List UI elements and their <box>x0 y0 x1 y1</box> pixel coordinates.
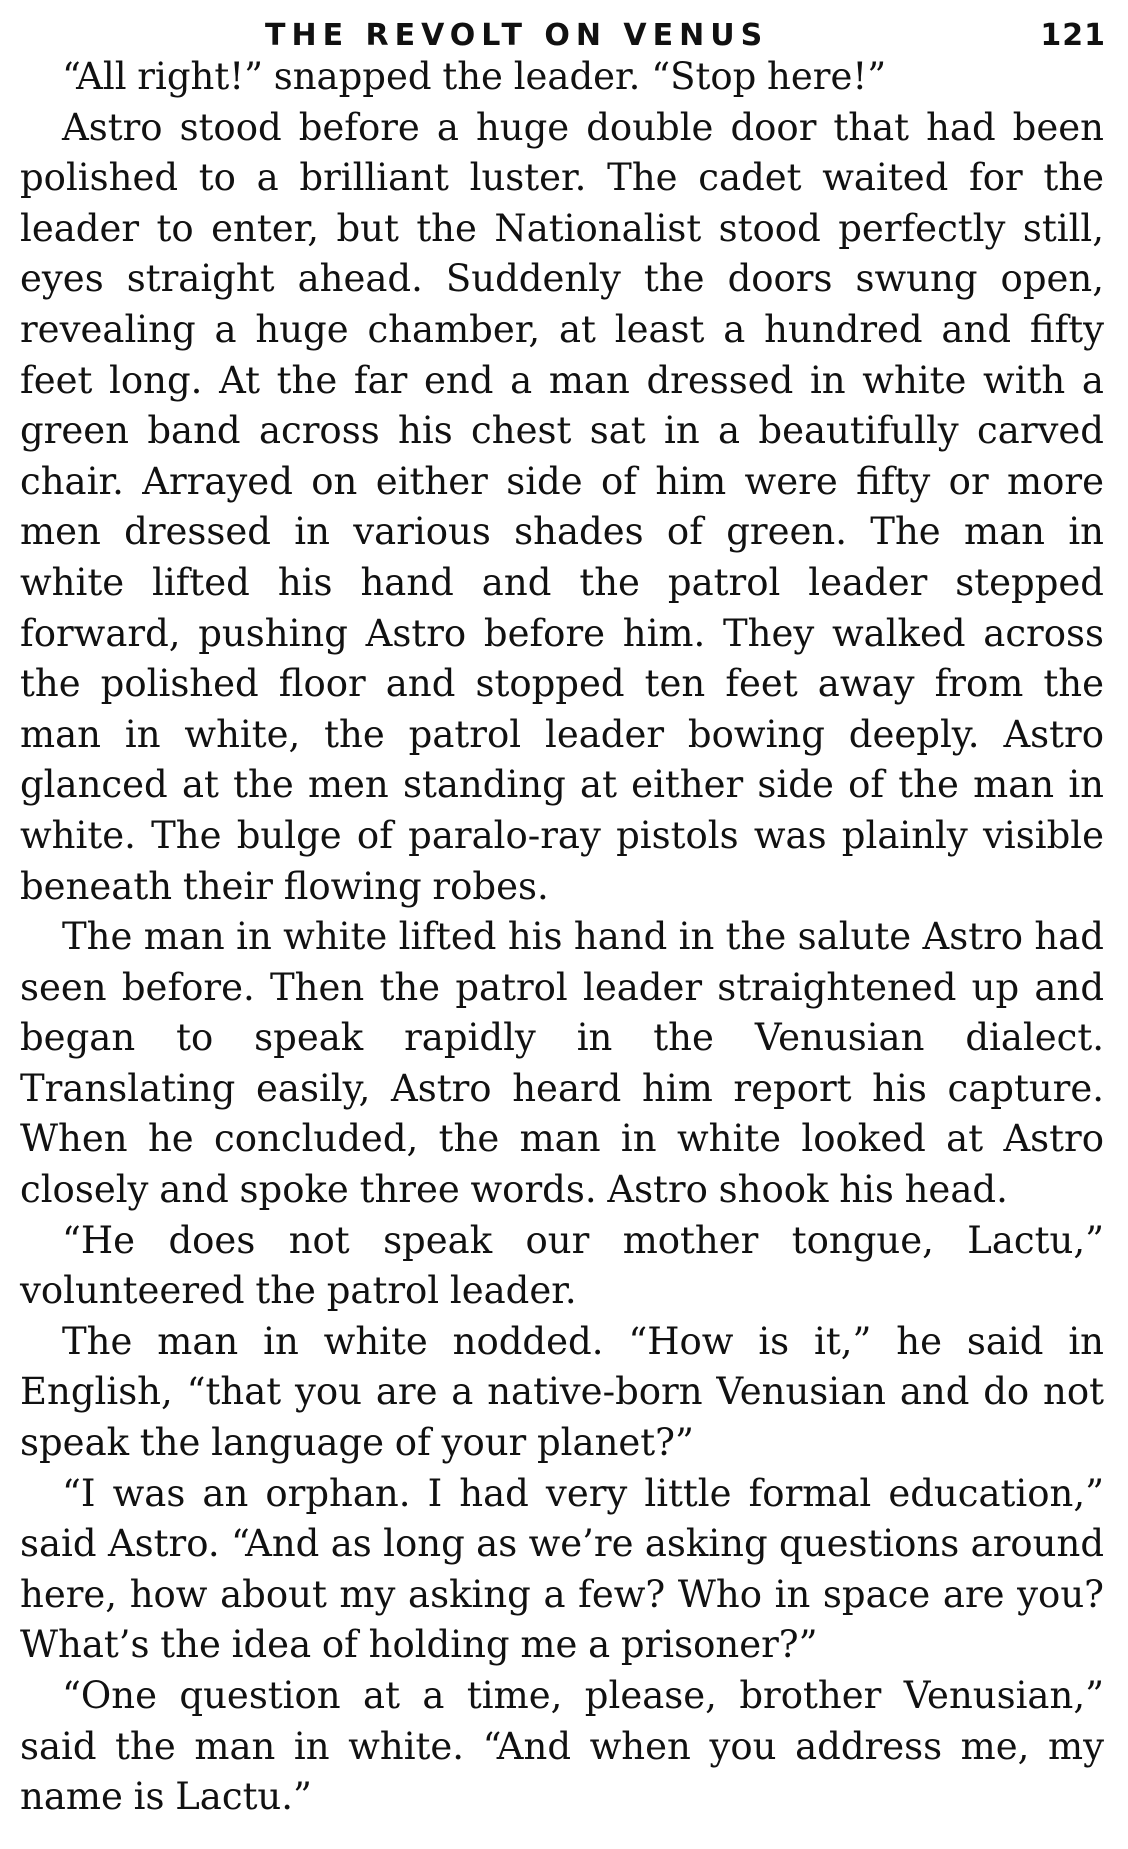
body-text <box>20 52 1104 1823</box>
paragraph: Astro stood before a huge double door that had been polished to a brilliant luster. The cadet waited for the leader to enter, but the Nationalist stood perfectly still, eyes straight ahead. Suddenly the doors swung open, revealing a huge chamber, at least a hundred and fifty feet long. At the far end a man dressed in white with a green band across his chest sat in a beautifully carved chair. Arrayed on either side of him were fifty or more men dressed in various shades of green. The man in white lifted his hand and the patrol leader stepped forward, pushing Astro before him. They walked across the polished floor and stopped ten feet away from the man in white, the patrol leader bowing deeply. Astro glanced at the men standing at either side of the man in white. The bulge of paralo-ray pistols was plainly visible beneath their flowing robes. <box>20 105 1104 908</box>
paragraph: The man in white nodded. “How is it,” he said in English, “that you are a native-born Venusian and do not speak the language of your planet?” <box>20 1319 1104 1465</box>
paragraph: “One question at a time, please, brother Venusian,” said the man in white. “And when you address me, my name is Lactu.” <box>20 1674 1104 1819</box>
paragraph: “He does not speak our mother tongue, Lactu,” volunteered the patrol leader. <box>20 1218 1104 1313</box>
paragraph: “All right!” snapped the leader. “Stop here!” <box>62 55 887 98</box>
page-number: 121 <box>1040 18 1106 53</box>
paragraph: The man in white lifted his hand in the salute Astro had seen before. Then the patrol leader straightened up and began to speak rapidly in the Venusian dialect. Translating easily, Astro heard him report his capture. When he concluded, the man in white looked at Astro closely and spoke three words. Astro shook his head. <box>20 915 1104 1212</box>
chapter-title: THE REVOLT ON VENUS <box>265 18 769 53</box>
paragraph: “I was an orphan. I had very little formal education,” said Astro. “And as long as we’re asking questions around here, how about my asking a few? Who in space are you? What’s the idea of holding me a prisoner?” <box>20 1471 1104 1667</box>
book-page <box>20 8 1104 1823</box>
running-head <box>20 8 1104 52</box>
